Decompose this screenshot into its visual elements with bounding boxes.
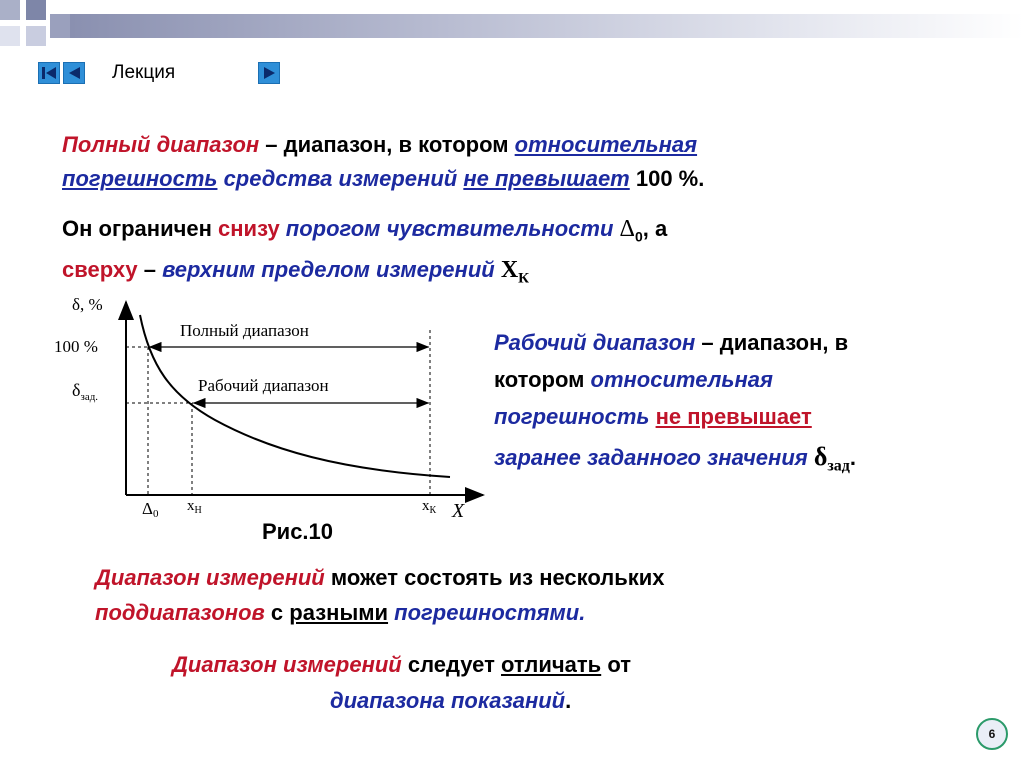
symbol-x: X bbox=[500, 257, 519, 283]
term-measure-range: Диапазон измерений bbox=[172, 652, 402, 677]
term-distinguish: отличать bbox=[501, 652, 602, 677]
term-error: погрешность bbox=[62, 166, 218, 191]
text: с bbox=[264, 600, 290, 625]
full-range-definition-line2 bbox=[62, 162, 704, 195]
symbol-delta: Δ bbox=[619, 216, 635, 242]
work-range-line2 bbox=[494, 363, 773, 396]
text: . bbox=[565, 688, 572, 713]
term-error: погрешность bbox=[494, 404, 650, 429]
decor-square bbox=[50, 14, 70, 38]
term-different: разными bbox=[289, 600, 389, 625]
text: средства измерений bbox=[217, 166, 464, 191]
y-axis-label: δ, % bbox=[72, 295, 103, 314]
subranges-line1 bbox=[95, 561, 665, 594]
distinguish-line1 bbox=[172, 648, 631, 681]
text: следует bbox=[401, 652, 502, 677]
distinguish-line2 bbox=[330, 684, 571, 717]
text: от bbox=[601, 652, 631, 677]
text: может состоять из нескольких bbox=[324, 565, 665, 590]
decor-square bbox=[0, 0, 20, 20]
term-above: сверху bbox=[62, 257, 138, 282]
term-not-exceed: не превышает bbox=[463, 166, 630, 191]
subranges-line2 bbox=[95, 596, 585, 629]
term-preset: заранее заданного значения bbox=[494, 445, 814, 470]
arrow-left-icon bbox=[64, 63, 84, 83]
x-tick-xn: $x_Н$ bbox=[187, 498, 202, 516]
term-work-range: Рабочий диапазон bbox=[494, 330, 696, 355]
work-range-line3 bbox=[494, 400, 812, 433]
text: котором bbox=[494, 367, 591, 392]
term-measure-range: Диапазон измерений bbox=[95, 565, 325, 590]
full-range-label: Полный диапазон bbox=[180, 321, 309, 340]
symbol-sub: К bbox=[518, 270, 530, 287]
previous-slide-button[interactable] bbox=[63, 62, 85, 84]
figure-caption: Рис.10 bbox=[262, 519, 334, 544]
term-relative: относительная bbox=[590, 367, 773, 392]
term-full-range: Полный диапазон bbox=[62, 132, 260, 157]
symbol-sub: 0 bbox=[634, 228, 643, 245]
decor-square bbox=[26, 26, 46, 46]
text: , а bbox=[642, 216, 668, 241]
text: – диапазон, в котором bbox=[259, 132, 515, 157]
text: Он ограничен bbox=[62, 216, 219, 241]
arrow-right-icon bbox=[259, 63, 279, 83]
work-range-line4 bbox=[494, 440, 856, 482]
term-threshold: порогом чувствительности bbox=[279, 216, 620, 241]
term-errors: погрешностями. bbox=[394, 600, 586, 625]
decor-square bbox=[0, 26, 20, 46]
term-relative: относительная bbox=[514, 132, 698, 157]
term-below: снизу bbox=[218, 216, 280, 241]
symbol-delta: δ bbox=[813, 442, 828, 471]
term-display-range: диапазона показаний bbox=[330, 688, 566, 713]
range-limits-line1 bbox=[62, 212, 667, 253]
range-diagram bbox=[40, 290, 490, 520]
text: – диапазон, в bbox=[695, 330, 849, 355]
y-tick-delta-zad: $\delta_{зад.}$ bbox=[72, 380, 99, 403]
term-not-exceed: не превышает bbox=[655, 404, 812, 429]
term-subranges: поддиапазонов bbox=[95, 600, 265, 625]
work-range-line1 bbox=[494, 326, 848, 359]
full-range-definition bbox=[62, 128, 697, 161]
symbol-sub: зад bbox=[827, 457, 850, 475]
x-tick-d0: Δ0 bbox=[142, 499, 159, 520]
decor-square bbox=[26, 0, 46, 20]
header-gradient-bar bbox=[70, 14, 1024, 38]
text: 100 %. bbox=[629, 166, 705, 191]
text: . bbox=[849, 445, 856, 470]
x-tick-xk: $x_К$ bbox=[422, 498, 437, 516]
term-upper-limit: верхним пределом измерений bbox=[162, 257, 501, 282]
y-tick-100: 100 % bbox=[54, 337, 98, 356]
first-slide-button[interactable] bbox=[38, 62, 60, 84]
x-axis-label: X bbox=[452, 500, 465, 520]
page-number-badge: 6 bbox=[976, 718, 1008, 750]
lecture-link[interactable]: Лекция bbox=[112, 62, 176, 83]
next-slide-button[interactable] bbox=[258, 62, 280, 84]
text: – bbox=[137, 257, 163, 282]
skip-back-icon bbox=[39, 63, 59, 83]
work-range-label: Рабочий диапазон bbox=[198, 376, 329, 395]
